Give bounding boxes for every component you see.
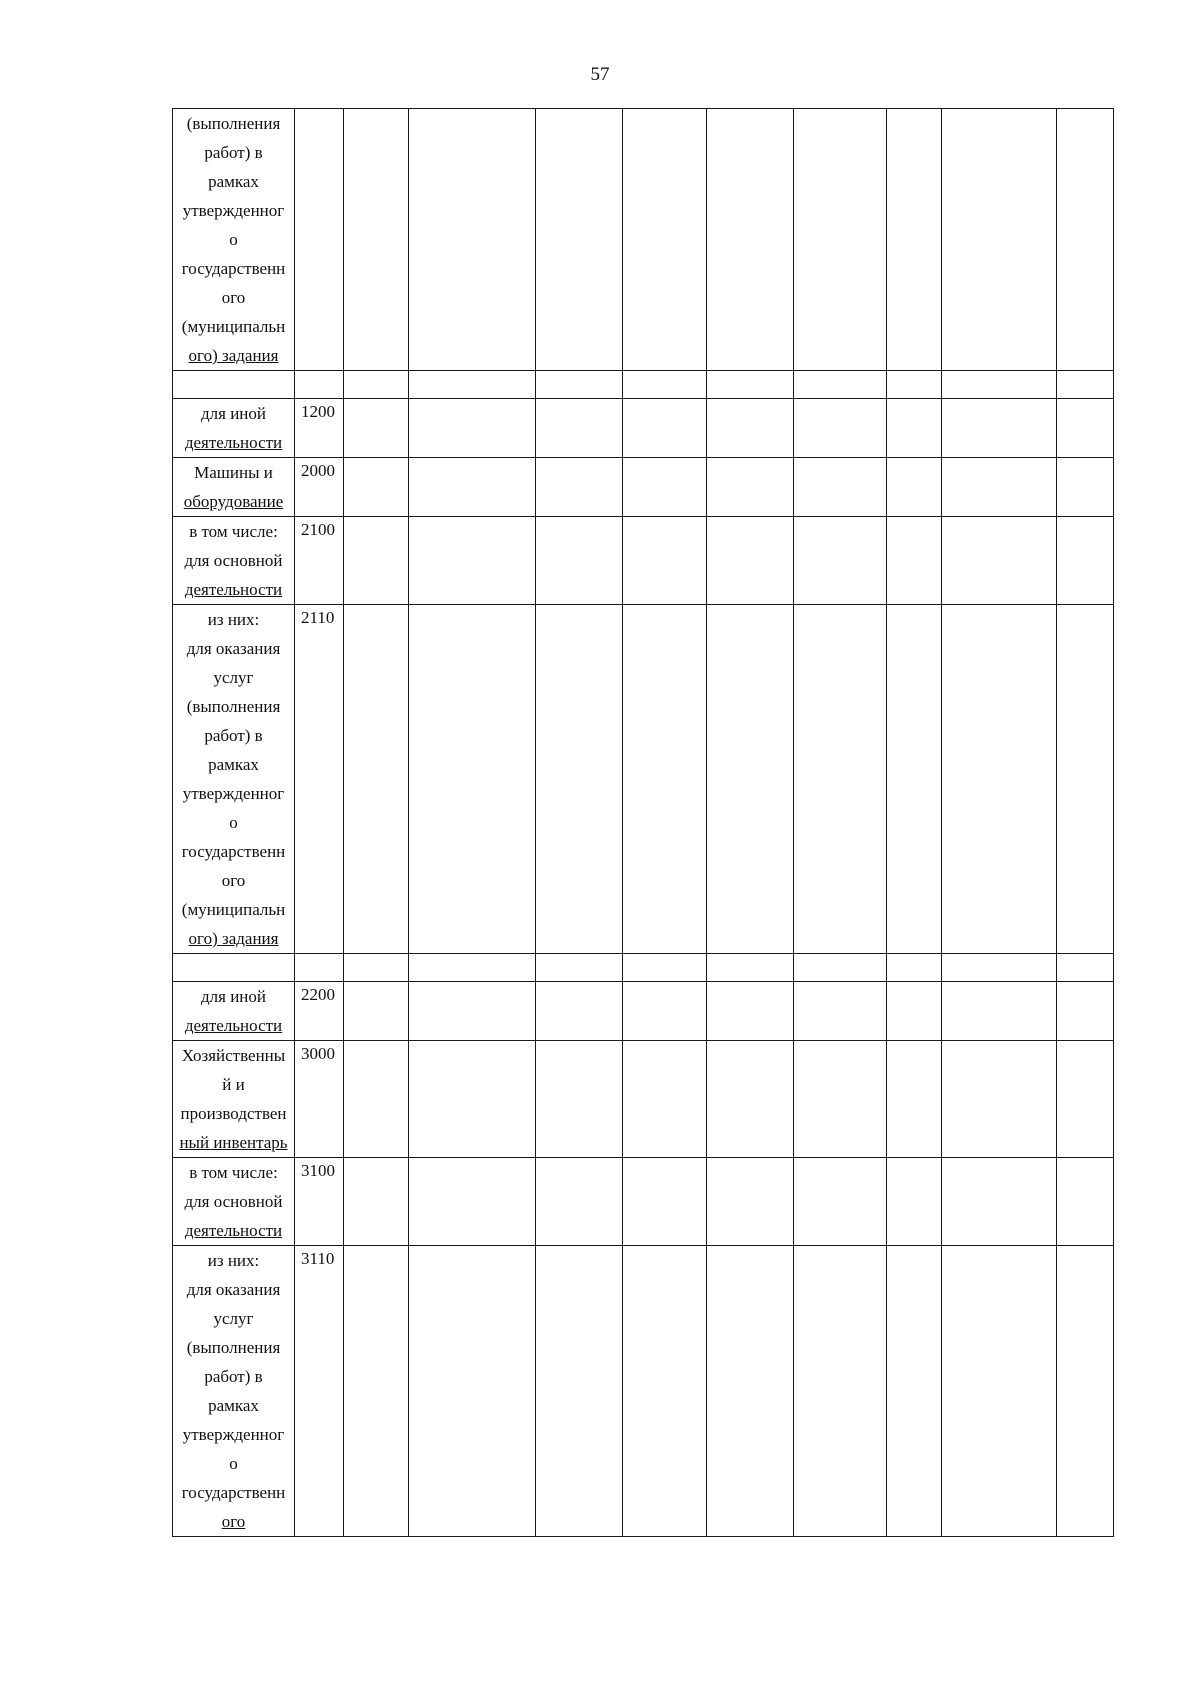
value-cell (887, 1041, 942, 1158)
row-label-line: услуг (213, 1309, 254, 1328)
value-cell (344, 1158, 409, 1246)
value-cell (623, 1041, 707, 1158)
value-cell (887, 982, 942, 1041)
value-cell (794, 517, 887, 605)
value-cell (1057, 399, 1114, 458)
row-label (173, 605, 295, 954)
row-code (295, 109, 344, 371)
value-cell (623, 605, 707, 954)
row-label (173, 458, 295, 517)
row-code: 2100 (295, 517, 344, 605)
value-cell (707, 371, 794, 399)
value-cell (887, 371, 942, 399)
row-label-line: (выполнения (186, 1338, 281, 1357)
row-label-line: Машины и (194, 463, 273, 482)
value-cell (707, 1246, 794, 1537)
row-label (173, 1158, 295, 1246)
row-label-line: оборудование (183, 492, 284, 511)
row-label-line: (выполнения (186, 114, 281, 133)
value-cell (536, 1246, 623, 1537)
value-cell (344, 517, 409, 605)
value-cell (409, 1246, 536, 1537)
value-cell (707, 1041, 794, 1158)
value-cell (623, 109, 707, 371)
value-cell (942, 371, 1057, 399)
value-cell (409, 399, 536, 458)
value-cell (1057, 517, 1114, 605)
row-code: 1200 (295, 399, 344, 458)
table-row (173, 954, 1114, 982)
row-label-line: деятельности (184, 1016, 283, 1035)
row-label-line: ный инвентарь (179, 1133, 288, 1152)
row-label-line: (муниципальн (181, 317, 286, 336)
value-cell (887, 1246, 942, 1537)
row-label-line: деятельности (184, 1221, 283, 1240)
value-cell (623, 982, 707, 1041)
row-label (173, 399, 295, 458)
table-row (173, 371, 1114, 399)
value-cell (536, 982, 623, 1041)
table-row (173, 517, 1114, 605)
value-cell (887, 458, 942, 517)
row-label-line: рамках (208, 1396, 259, 1415)
value-cell (536, 605, 623, 954)
value-cell (344, 371, 409, 399)
data-table (172, 108, 1114, 1537)
value-cell (794, 371, 887, 399)
value-cell (536, 458, 623, 517)
value-cell (344, 954, 409, 982)
value-cell (344, 1041, 409, 1158)
value-cell (409, 517, 536, 605)
value-cell (887, 605, 942, 954)
table-row (173, 458, 1114, 517)
row-label-line: утвержденног (182, 784, 285, 803)
value-cell (1057, 109, 1114, 371)
value-cell (707, 982, 794, 1041)
value-cell (623, 399, 707, 458)
row-label-line: в том числе: (189, 522, 278, 541)
table-row (173, 1041, 1114, 1158)
value-cell (344, 458, 409, 517)
row-label-line: деятельности (184, 433, 283, 452)
value-cell (942, 954, 1057, 982)
row-label-line: услуг (213, 668, 254, 687)
value-cell (536, 371, 623, 399)
value-cell (707, 109, 794, 371)
row-label-line: рамках (208, 755, 259, 774)
value-cell (707, 458, 794, 517)
value-cell (1057, 458, 1114, 517)
value-cell (409, 605, 536, 954)
value-cell (942, 458, 1057, 517)
value-cell (887, 109, 942, 371)
value-cell (1057, 954, 1114, 982)
value-cell (707, 954, 794, 982)
value-cell (623, 954, 707, 982)
row-label-line: ого) задания (188, 929, 279, 948)
value-cell (942, 517, 1057, 605)
value-cell (942, 1041, 1057, 1158)
row-label (173, 982, 295, 1041)
row-code: 3000 (295, 1041, 344, 1158)
value-cell (707, 1158, 794, 1246)
value-cell (942, 1158, 1057, 1246)
row-label (173, 1246, 295, 1537)
value-cell (344, 982, 409, 1041)
value-cell (794, 399, 887, 458)
row-label-line: для оказания (186, 639, 281, 658)
row-label-line: работ) в (204, 1367, 263, 1386)
value-cell (794, 109, 887, 371)
value-cell (623, 458, 707, 517)
value-cell (344, 1246, 409, 1537)
table-row (173, 399, 1114, 458)
row-label-line: (муниципальн (181, 900, 286, 919)
value-cell (409, 109, 536, 371)
value-cell (409, 1041, 536, 1158)
row-label-line: утвержденног (182, 1425, 285, 1444)
table-row (173, 1158, 1114, 1246)
value-cell (623, 517, 707, 605)
row-code: 2000 (295, 458, 344, 517)
value-cell (707, 399, 794, 458)
value-cell (344, 605, 409, 954)
row-label-line: для основной (184, 551, 283, 570)
row-label-line: работ) в (204, 726, 263, 745)
row-code: 3100 (295, 1158, 344, 1246)
table-row (173, 982, 1114, 1041)
value-cell (942, 605, 1057, 954)
row-label-line: государственн (181, 842, 286, 861)
value-cell (1057, 1041, 1114, 1158)
row-label-line: для оказания (186, 1280, 281, 1299)
row-label-line: государственн (181, 1483, 286, 1502)
value-cell (623, 371, 707, 399)
row-label-line: из них: (207, 610, 260, 629)
value-cell (794, 982, 887, 1041)
value-cell (344, 399, 409, 458)
value-cell (794, 1246, 887, 1537)
table-row (173, 1246, 1114, 1537)
value-cell (1057, 1246, 1114, 1537)
row-label (173, 517, 295, 605)
row-label (173, 1041, 295, 1158)
value-cell (536, 517, 623, 605)
value-cell (409, 458, 536, 517)
row-label-line: ого (221, 871, 246, 890)
value-cell (409, 982, 536, 1041)
row-label-line: Хозяйственны (181, 1046, 286, 1065)
row-label-line: ого (221, 288, 246, 307)
row-label-line: утвержденног (182, 201, 285, 220)
row-label-line: для иной (201, 404, 266, 423)
value-cell (794, 1158, 887, 1246)
row-label-line: й и (222, 1075, 245, 1094)
row-label-line: для иной (201, 987, 266, 1006)
row-label-line: о (229, 1454, 238, 1473)
row-label-line: рамках (208, 172, 259, 191)
row-code: 3110 (295, 1246, 344, 1537)
row-label (173, 109, 295, 371)
row-label-line: государственн (181, 259, 286, 278)
row-label (173, 954, 295, 982)
value-cell (794, 458, 887, 517)
value-cell (887, 517, 942, 605)
value-cell (707, 517, 794, 605)
table-row (173, 605, 1114, 954)
row-code (295, 371, 344, 399)
row-label (173, 371, 295, 399)
value-cell (887, 399, 942, 458)
row-label-line: в том числе: (189, 1163, 278, 1182)
row-label-line: о (229, 230, 238, 249)
row-label-line: ого) задания (188, 346, 279, 365)
value-cell (1057, 605, 1114, 954)
value-cell (1057, 1158, 1114, 1246)
value-cell (409, 954, 536, 982)
value-cell (623, 1158, 707, 1246)
value-cell (707, 605, 794, 954)
value-cell (409, 371, 536, 399)
value-cell (942, 399, 1057, 458)
row-label-line: (выполнения (186, 697, 281, 716)
row-label-line: деятельности (184, 580, 283, 599)
row-label-line: о (229, 813, 238, 832)
value-cell (536, 954, 623, 982)
value-cell (536, 1158, 623, 1246)
value-cell (794, 954, 887, 982)
table-row (173, 109, 1114, 371)
value-cell (1057, 371, 1114, 399)
row-code: 2200 (295, 982, 344, 1041)
page-number: 57 (590, 64, 610, 85)
value-cell (942, 982, 1057, 1041)
row-label-line: ого (221, 1512, 246, 1531)
value-cell (794, 1041, 887, 1158)
value-cell (942, 1246, 1057, 1537)
row-label-line: для основной (184, 1192, 283, 1211)
value-cell (409, 1158, 536, 1246)
value-cell (536, 109, 623, 371)
row-code: 2110 (295, 605, 344, 954)
value-cell (887, 1158, 942, 1246)
value-cell (536, 399, 623, 458)
value-cell (1057, 982, 1114, 1041)
row-label-line: из них: (207, 1251, 260, 1270)
value-cell (794, 605, 887, 954)
row-code (295, 954, 344, 982)
value-cell (536, 1041, 623, 1158)
value-cell (344, 109, 409, 371)
row-label-line: производствен (180, 1104, 287, 1123)
value-cell (623, 1246, 707, 1537)
row-label-line: работ) в (204, 143, 263, 162)
value-cell (942, 109, 1057, 371)
value-cell (887, 954, 942, 982)
